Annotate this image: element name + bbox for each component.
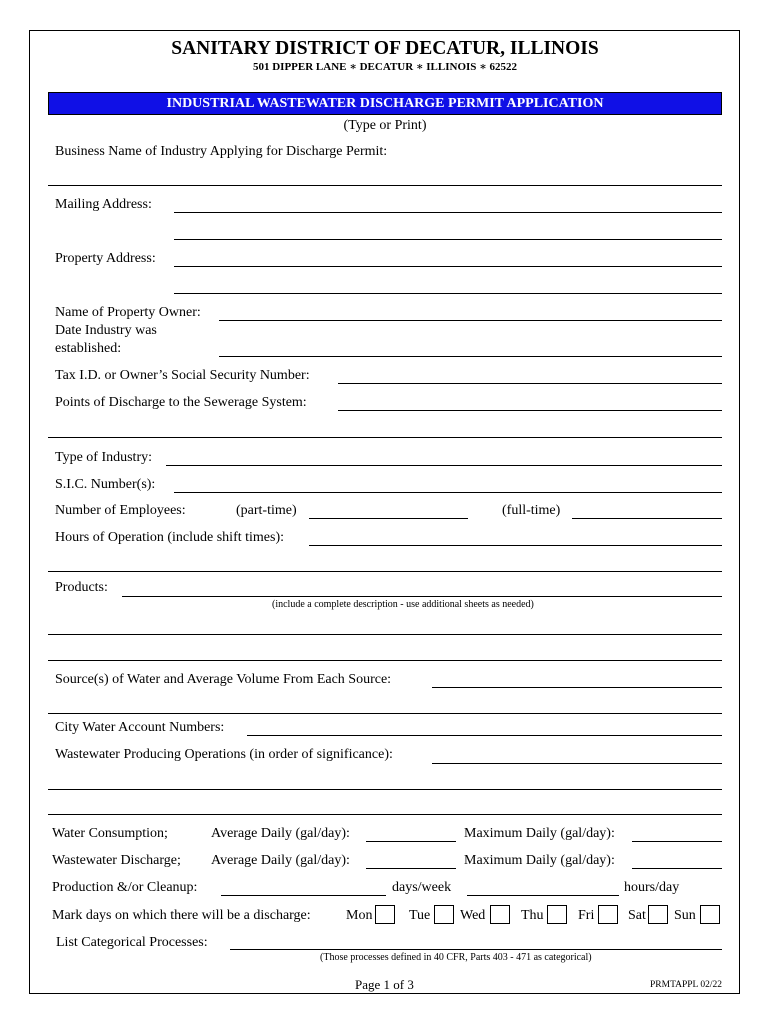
property-address-field-1[interactable] [174,266,722,267]
full-time-field[interactable] [572,518,722,519]
type-or-print-note: (Type or Print) [343,118,427,133]
date-established-label-1: Date Industry was [55,323,157,338]
page-number: Page 1 of 3 [355,977,414,992]
mailing-address-field-1[interactable] [174,212,722,213]
water-consumption-avg-label: Average Daily (gal/day): [211,826,350,841]
categorical-processes-label: List Categorical Processes: [56,935,208,950]
mailing-address-label: Mailing Address: [55,197,152,212]
sic-numbers-field[interactable] [174,492,722,493]
products-field-2[interactable] [48,634,722,635]
products-label: Products: [55,580,108,595]
production-hours-field[interactable] [467,895,619,896]
day-checkbox-fri[interactable] [598,905,618,924]
district-address: 501 DIPPER LANE ∗ DECATUR ∗ ILLINOIS ∗ 62522 [252,61,518,73]
day-checkbox-mon[interactable] [375,905,395,924]
wastewater-operations-field-2[interactable] [48,789,722,790]
property-address-field-2[interactable] [174,293,722,294]
form-title-banner: INDUSTRIAL WASTEWATER DISCHARGE PERMIT APPLICATION [48,92,722,115]
full-time-label: (full-time) [502,503,561,518]
property-owner-label: Name of Property Owner: [55,305,201,320]
city-water-accounts-field[interactable] [247,735,722,736]
water-consumption-avg-field[interactable] [366,841,456,842]
products-note: (include a complete description - use additional sheets as needed) [272,599,534,610]
day-label-thu: Thu [521,908,544,923]
wastewater-discharge-label: Wastewater Discharge; [52,853,181,868]
hours-day-label: hours/day [624,880,680,895]
business-name-label: Business Name of Industry Applying for Discharge Permit: [55,144,388,159]
water-sources-field-1[interactable] [432,687,722,688]
day-label-sun: Sun [674,908,696,923]
part-time-field[interactable] [309,518,468,519]
water-consumption-max-label: Maximum Daily (gal/day): [464,826,615,841]
day-checkbox-wed[interactable] [490,905,510,924]
water-consumption-label: Water Consumption; [52,826,168,841]
part-time-label: (part-time) [236,503,297,518]
day-checkbox-thu[interactable] [547,905,567,924]
district-title: SANITARY DISTRICT OF DECATUR, ILLINOIS [171,38,599,59]
hours-of-operation-field-2[interactable] [48,571,722,572]
date-established-label-2: established: [55,341,122,356]
days-week-label: days/week [392,880,452,895]
categorical-note: (Those processes defined in 40 CFR, Parts 403 - 471 as categorical) [320,952,592,963]
water-consumption-max-field[interactable] [632,841,722,842]
water-sources-field-2[interactable] [48,713,722,714]
wastewater-operations-field-3[interactable] [48,814,722,815]
type-of-industry-label: Type of Industry: [55,450,153,465]
city-water-accounts-label: City Water Account Numbers: [55,720,225,735]
day-checkbox-tue[interactable] [434,905,454,924]
property-owner-field[interactable] [219,320,722,321]
type-of-industry-field[interactable] [166,465,722,466]
hours-of-operation-label: Hours of Operation (include shift times): [55,530,285,545]
day-label-sat: Sat [628,908,646,923]
wastewater-discharge-max-label: Maximum Daily (gal/day): [464,853,615,868]
business-name-field[interactable] [48,185,722,186]
production-cleanup-label: Production &/or Cleanup: [52,880,198,895]
form-code: PRMTAPPL 02/22 [650,980,723,990]
sic-numbers-label: S.I.C. Number(s): [55,477,156,492]
day-label-mon: Mon [346,908,373,923]
day-checkbox-sun[interactable] [700,905,720,924]
wastewater-discharge-max-field[interactable] [632,868,722,869]
points-of-discharge-field-2[interactable] [48,437,722,438]
points-of-discharge-label: Points of Discharge to the Sewerage System: [55,395,307,410]
wastewater-discharge-avg-label: Average Daily (gal/day): [211,853,350,868]
day-label-wed: Wed [460,908,486,923]
tax-id-label: Tax I.D. or Owner’s Social Security Number: [55,368,310,383]
water-sources-label: Source(s) of Water and Average Volume From Each Source: [55,672,392,687]
mark-days-label: Mark days on which there will be a discharge: [52,908,311,923]
categorical-processes-field[interactable] [230,949,722,950]
points-of-discharge-field-1[interactable] [338,410,722,411]
wastewater-discharge-avg-field[interactable] [366,868,456,869]
day-checkbox-sat[interactable] [648,905,668,924]
property-address-label: Property Address: [55,251,156,266]
date-established-field[interactable] [219,356,722,357]
day-label-tue: Tue [409,908,431,923]
products-field-3[interactable] [48,660,722,661]
mailing-address-field-2[interactable] [174,239,722,240]
wastewater-operations-field-1[interactable] [432,763,722,764]
tax-id-field[interactable] [338,383,722,384]
hours-of-operation-field-1[interactable] [309,545,722,546]
production-days-field[interactable] [221,895,386,896]
products-field-1[interactable] [122,596,722,597]
wastewater-operations-label: Wastewater Producing Operations (in order of significance): [55,747,393,762]
day-label-fri: Fri [578,908,595,923]
employees-label: Number of Employees: [55,503,186,518]
